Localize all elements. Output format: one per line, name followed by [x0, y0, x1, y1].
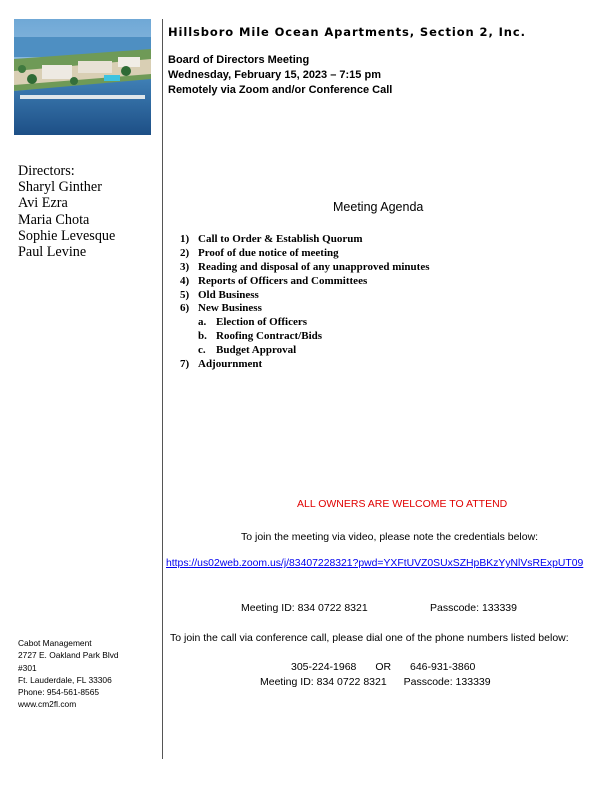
- agenda-item-number: 2): [180, 246, 190, 259]
- management-website: www.cm2fl.com: [18, 699, 77, 710]
- agenda-sub-item-text: Roofing Contract/Bids: [216, 330, 323, 343]
- video-meeting-id: Meeting ID: 834 0722 8321: [241, 602, 368, 614]
- building-aerial-photo-image: [14, 19, 151, 135]
- welcome-notice: ALL OWNERS ARE WELCOME TO ATTEND: [297, 498, 508, 510]
- video-passcode: Passcode: 133339: [430, 602, 517, 614]
- director-name: Avi Ezra: [18, 195, 68, 212]
- call-meeting-id: Meeting ID: 834 0722 8321: [260, 676, 387, 688]
- director-name: Sophie Levesque: [18, 227, 116, 244]
- agenda-item-text: Adjournment: [198, 358, 263, 371]
- agenda-item-text: New Business: [198, 302, 262, 315]
- meeting-date: Wednesday, February 15, 2023 – 7:15 pm: [168, 69, 381, 81]
- agenda-sub-item-text: Budget Approval: [216, 344, 297, 357]
- agenda-item-text: Call to Order & Establish Quorum: [198, 233, 363, 245]
- agenda-item-text: Reports of Officers and Committees: [198, 274, 368, 287]
- agenda-item-number: 3): [180, 260, 190, 273]
- vertical-divider: [162, 19, 163, 759]
- management-address-suite: #301: [18, 662, 37, 673]
- management-address-street: 2727 E. Oakland Park Blvd: [18, 650, 119, 661]
- building-aerial-photo: [14, 19, 151, 135]
- agenda-item-number: 6): [180, 302, 190, 315]
- zoom-meeting-link[interactable]: https://us02web.zoom.us/j/83407228321?pwd=YXFtUVZ0SUxSZHpBKzYyNlVsRExpUT09: [166, 558, 584, 569]
- call-credentials: [260, 676, 491, 688]
- director-name: Paul Levine: [18, 244, 87, 261]
- management-address-city: Ft. Lauderdale, FL 33306: [18, 674, 112, 685]
- organization-title: Hillsboro Mile Ocean Apartments, Section 2, Inc.: [168, 25, 526, 39]
- agenda-item-number: 4): [180, 274, 190, 287]
- agenda-item-text: Old Business: [198, 288, 259, 301]
- management-contact: [18, 637, 119, 711]
- agenda-item-number: 1): [180, 233, 190, 245]
- agenda-item-text: Reading and disposal of any unapproved minutes: [198, 260, 430, 273]
- agenda-item-number: 5): [180, 288, 190, 301]
- call-passcode: Passcode: 133339: [403, 676, 491, 688]
- agenda-sub-item-text: Election of Officers: [216, 316, 308, 329]
- agenda-item-number: 7): [180, 358, 190, 371]
- director-name: Sharyl Ginther: [18, 179, 102, 196]
- meeting-info: [168, 53, 392, 98]
- phone-or-separator: OR: [375, 661, 392, 673]
- agenda-sub-item-letter: b.: [198, 330, 207, 343]
- meeting-mode: Remotely via Zoom and/or Conference Call: [168, 84, 393, 96]
- director-name: Maria Chota: [18, 211, 90, 228]
- phone-numbers: [291, 661, 475, 673]
- agenda-sub-item-letter: a.: [198, 316, 207, 329]
- conference-call-note: To join the call via conference call, please dial one of the phone numbers listed below:: [170, 632, 569, 644]
- phone-number-2: 646-931-3860: [409, 661, 476, 673]
- directors-heading: Directors:: [18, 163, 75, 179]
- agenda-sub-item-letter: c.: [198, 344, 206, 357]
- management-phone: Phone: 954-561-8565: [18, 687, 100, 698]
- agenda-title: Meeting Agenda: [333, 200, 424, 214]
- agenda-item-text: Proof of due notice of meeting: [198, 246, 339, 259]
- directors-list: [18, 163, 115, 260]
- phone-number-1: 305-224-1968: [291, 661, 357, 673]
- management-company: Cabot Management: [18, 638, 92, 648]
- meeting-name: Board of Directors Meeting: [168, 54, 310, 66]
- video-join-note: To join the meeting via video, please note the credentials below:: [241, 531, 539, 543]
